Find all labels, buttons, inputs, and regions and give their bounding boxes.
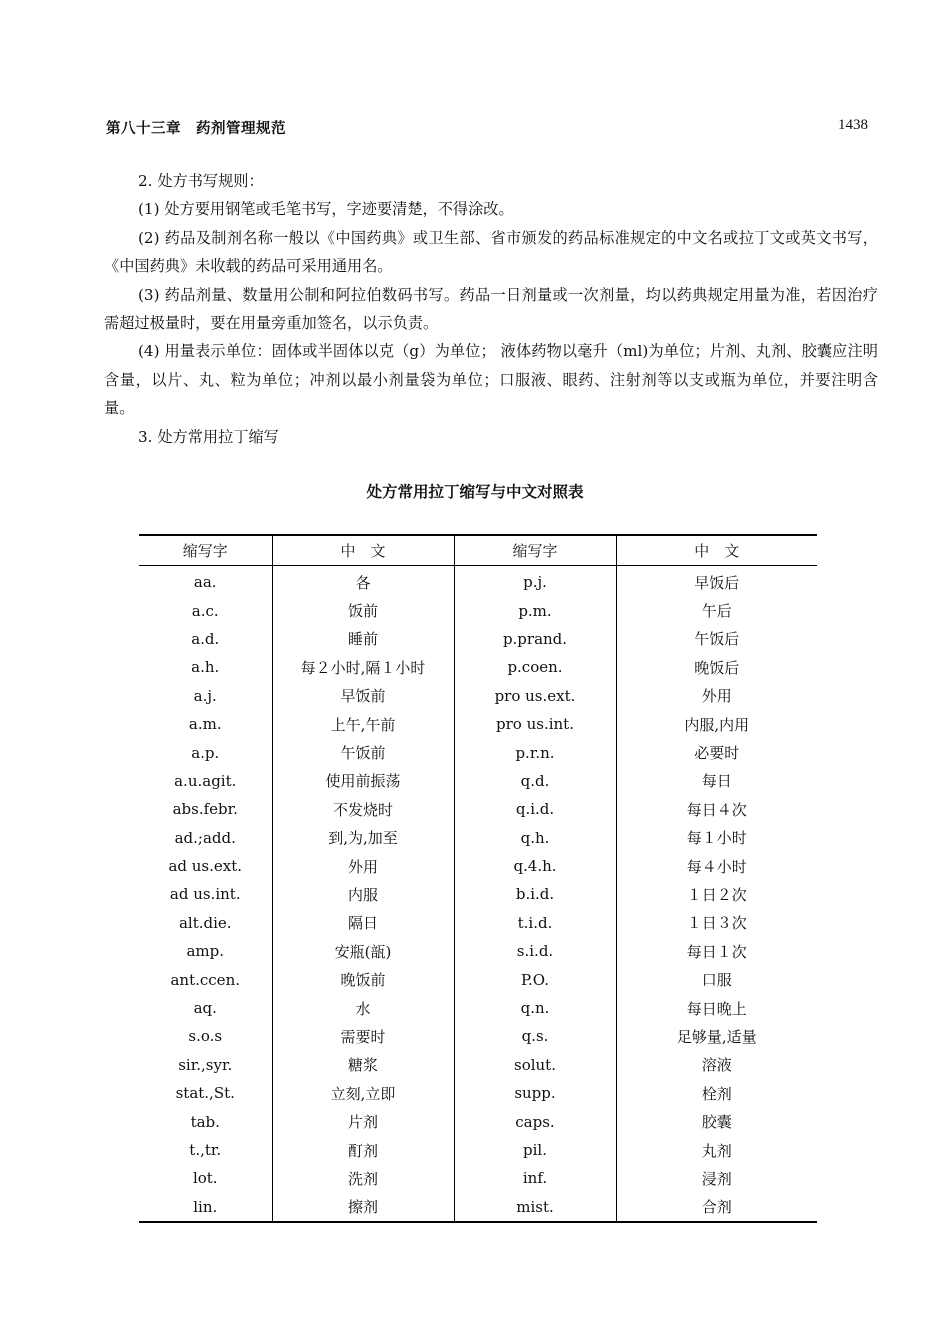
meaning-cell: 擦剂 <box>272 1193 454 1222</box>
table-header-row <box>139 535 817 566</box>
meaning-cell: 午饭后 <box>616 625 817 653</box>
paragraph: (2) 药品及制剂名称一般以《中国药典》或卫生部、省市颁发的药品标准规定的中文名或拉丁文或英文书写，《中国药典》未收载的药品可采用通用名。 <box>104 228 878 276</box>
table-row <box>139 1107 817 1135</box>
meaning-cell: 酊剂 <box>272 1136 454 1164</box>
table-row <box>139 738 817 766</box>
abbreviation-cell: caps. <box>454 1107 616 1135</box>
paragraph: (3) 药品剂量、数量用公制和阿拉伯数码书写。药品一日剂量或一次剂量，均以药典规定用量为准，若因治疗需超过极量时，要在用量旁重加签名，以示负责。 <box>104 285 878 333</box>
table-row <box>139 1022 817 1050</box>
meaning-cell: 午饭前 <box>272 738 454 766</box>
abbreviation-cell: a.d. <box>191 629 220 648</box>
meaning-cell: 口服 <box>616 965 817 993</box>
chapter-title: 第八十三章 药剂管理规范 <box>106 121 286 137</box>
page-number: 1438 <box>838 117 868 133</box>
abbreviation-cell: pro us.int. <box>454 710 616 738</box>
abbreviation-cell: ad.;add. <box>174 828 236 847</box>
abbreviation-cell: q.h. <box>454 824 616 852</box>
abbreviation-cell: q.i.d. <box>454 795 616 823</box>
table-row <box>139 1051 817 1079</box>
meaning-cell: 每日４次 <box>616 795 817 823</box>
abbreviation-cell: p.prand. <box>454 625 616 653</box>
abbreviation-cell: aq. <box>193 999 217 1018</box>
abbreviation-cell: pro us.ext. <box>454 682 616 710</box>
meaning-cell: 溶液 <box>616 1051 817 1079</box>
meaning-cell: 内服,内用 <box>616 710 817 738</box>
table-row <box>139 566 817 597</box>
abbreviation-cell: abs.febr. <box>172 800 238 819</box>
meaning-cell: 洗剂 <box>272 1164 454 1192</box>
meaning-cell: 足够量,适量 <box>616 1022 817 1050</box>
column-header: 中 文 <box>272 535 454 566</box>
meaning-cell: 隔日 <box>272 909 454 937</box>
table-row <box>139 1193 817 1222</box>
abbreviation-cell: b.i.d. <box>454 880 616 908</box>
table-row <box>139 994 817 1022</box>
meaning-cell: 立刻,立即 <box>272 1079 454 1107</box>
table-row <box>139 909 817 937</box>
table-row <box>139 625 817 653</box>
abbreviation-cell: alt.die. <box>178 913 232 932</box>
meaning-cell: 糖浆 <box>272 1051 454 1079</box>
abbreviation-cell: a.h. <box>191 658 220 677</box>
abbreviation-cell: a.j. <box>193 686 217 705</box>
abbreviation-cell: q.d. <box>454 767 616 795</box>
table-title: 处方常用拉丁缩写与中文对照表 <box>366 483 584 501</box>
meaning-cell: 睡前 <box>272 625 454 653</box>
abbreviation-cell: q.4.h. <box>454 852 616 880</box>
paragraph: (1) 处方要用钢笔或毛笔书写，字迹要清楚，不得涂改。 <box>138 200 514 219</box>
abbreviation-cell: stat.,St. <box>175 1084 235 1103</box>
body-text <box>104 167 878 451</box>
meaning-cell: 晚饭后 <box>616 653 817 681</box>
abbreviation-cell: mist. <box>454 1193 616 1222</box>
meaning-cell: 每１小时 <box>616 824 817 852</box>
abbreviation-cell: a.m. <box>188 715 222 734</box>
table-row <box>139 795 817 823</box>
table-row <box>139 1136 817 1164</box>
abbreviation-cell: t.i.d. <box>454 909 616 937</box>
table-row <box>139 880 817 908</box>
meaning-cell: 安瓶(瓿) <box>272 937 454 965</box>
column-header: 缩写字 <box>139 535 272 566</box>
meaning-cell: 水 <box>272 994 454 1022</box>
meaning-cell: 内服 <box>272 880 454 908</box>
abbreviation-cell: tab. <box>190 1112 220 1131</box>
abbreviation-cell: p.r.n. <box>454 738 616 766</box>
table-body <box>139 566 817 1222</box>
abbreviation-table <box>139 534 817 1223</box>
column-header: 中 文 <box>616 535 817 566</box>
abbreviation-cell: ad us.int. <box>169 885 241 904</box>
abbreviation-cell: P.O. <box>454 965 616 993</box>
meaning-cell: 早饭前 <box>272 682 454 710</box>
table-row <box>139 767 817 795</box>
meaning-cell: 丸剂 <box>616 1136 817 1164</box>
meaning-cell: 饭前 <box>272 596 454 624</box>
meaning-cell: 上午,午前 <box>272 710 454 738</box>
abbreviation-cell: sir.,syr. <box>178 1055 233 1074</box>
table-row <box>139 965 817 993</box>
meaning-cell: 各 <box>272 566 454 597</box>
meaning-cell: 每２小时,隔１小时 <box>272 653 454 681</box>
abbreviation-cell: lin. <box>193 1197 218 1216</box>
abbreviation-cell: amp. <box>186 942 225 961</box>
meaning-cell: 使用前振荡 <box>272 767 454 795</box>
meaning-cell: 外用 <box>616 682 817 710</box>
meaning-cell: １日３次 <box>616 909 817 937</box>
meaning-cell: 不发烧时 <box>272 795 454 823</box>
abbreviation-cell: pil. <box>454 1136 616 1164</box>
meaning-cell: 栓剂 <box>616 1079 817 1107</box>
table-row <box>139 937 817 965</box>
column-header: 缩写字 <box>454 535 616 566</box>
table-row <box>139 653 817 681</box>
meaning-cell: 每日 <box>616 767 817 795</box>
abbreviation-cell: t.,tr. <box>189 1141 222 1159</box>
abbreviation-cell: a.p. <box>191 743 220 762</box>
abbreviation-cell: s.i.d. <box>454 937 616 965</box>
abbreviation-cell: s.o.s <box>188 1027 223 1046</box>
table-row <box>139 824 817 852</box>
meaning-cell: 必要时 <box>616 738 817 766</box>
abbreviation-cell: supp. <box>454 1079 616 1107</box>
table-row <box>139 1079 817 1107</box>
abbreviation-cell: p.coen. <box>454 653 616 681</box>
table-row <box>139 1164 817 1192</box>
abbreviation-cell: a.u.agit. <box>174 771 237 790</box>
abbreviation-cell: a.c. <box>191 601 219 620</box>
table-row <box>139 596 817 624</box>
table-row <box>139 682 817 710</box>
paragraph: (4) 用量表示单位：固体或半固体以克（g）为单位； 液体药物以毫升（ml)为单位；片剂、丸剂、胶囊应注明含量，以片、丸、粒为单位；冲剂以最小剂量袋为单位；口服液、眼药、注射剂等以支或瓶为单位，并要注明含量。 <box>104 342 878 418</box>
meaning-cell: 合剂 <box>616 1193 817 1222</box>
abbreviation-cell: q.s. <box>454 1022 616 1050</box>
meaning-cell: 每日１次 <box>616 937 817 965</box>
meaning-cell: 片剂 <box>272 1107 454 1135</box>
table-row <box>139 710 817 738</box>
meaning-cell: 早饭后 <box>616 566 817 597</box>
abbreviation-cell: lot. <box>192 1169 218 1188</box>
abbreviation-cell: p.m. <box>454 596 616 624</box>
meaning-cell: 午后 <box>616 596 817 624</box>
meaning-cell: 胶囊 <box>616 1107 817 1135</box>
paragraph: 3. 处方常用拉丁缩写 <box>138 427 279 446</box>
abbreviation-cell: inf. <box>454 1164 616 1192</box>
abbreviation-cell: solut. <box>454 1051 616 1079</box>
abbreviation-cell: p.j. <box>454 566 616 597</box>
meaning-cell: 需要时 <box>272 1022 454 1050</box>
abbreviation-cell: ant.ccen. <box>170 970 240 989</box>
meaning-cell: 外用 <box>272 852 454 880</box>
abbreviation-cell: q.n. <box>454 994 616 1022</box>
abbreviation-cell: ad us.ext. <box>168 857 243 876</box>
page-header <box>106 117 868 137</box>
meaning-cell: 浸剂 <box>616 1164 817 1192</box>
paragraph: 2. 处方书写规则： <box>138 172 264 190</box>
meaning-cell: 晚饭前 <box>272 965 454 993</box>
abbreviation-cell: aa. <box>193 573 217 592</box>
meaning-cell: １日２次 <box>616 880 817 908</box>
meaning-cell: 每４小时 <box>616 852 817 880</box>
meaning-cell: 到,为,加至 <box>272 824 454 852</box>
meaning-cell: 每日晚上 <box>616 994 817 1022</box>
table-row <box>139 852 817 880</box>
